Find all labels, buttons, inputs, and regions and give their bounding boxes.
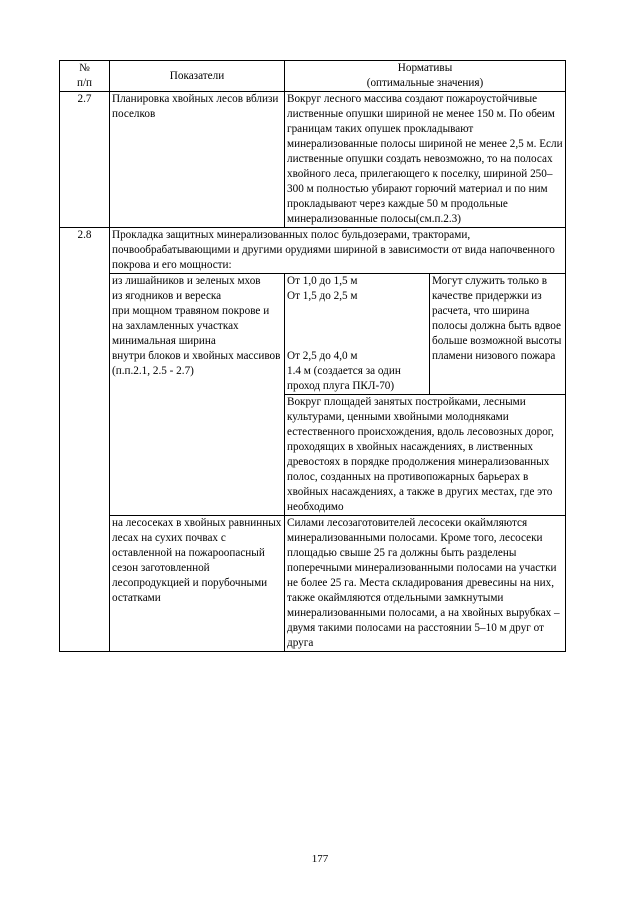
row-2-8-widths: От 1,0 до 1,5 м От 1,5 до 2,5 м От 2,5 до 4,0 м 1.4 м (создается за один проход плуга ПКЛ-70) [285, 274, 430, 395]
row-2-7-norm: Вокруг лесного массива создают пожароустойчивые лиственные опушки шириной не менее 150 м. По обеим границам таких опушек прокладывают минерализованные полосы шириной не менее 2,5 м. Если лиственные опушки создать невозможно, то на полосах хвойного леса, прилегающего к поселку, шириной 250–300 м полностью убирают горючий материал и по ним прокладывают через каждые 50 м продольные минерализованные полосы(см.п.2.3) [285, 92, 566, 228]
row-2-7-num: 2.7 [60, 92, 110, 228]
row-2-8-num: 2.8 [60, 228, 110, 652]
row-2-8-logging-norm: Силами лесозаготовителей лесосеки окаймляются минерализованными полосами. Кроме того, лесосеки площадью свыше 25 га должны быть разделены поперечными минерализованными полосами на участки не более 25 га. Места складирования древесины на них, также окаймляются отдельными замкнутыми минерализованными полосами, а на хвойных вырубках – двумя такими полосами на расстоянии 5–10 м друг от друга [285, 516, 566, 652]
row-2-8-around: Вокруг площадей занятых постройками, лесными культурами, ценными хвойными молодняками естественного происхождения, вдоль лесовозных дорог, проходящих в хвойных насаждениях, в лиственных древостоях в порядке продолжения минерализованных полос, созданных на противопожарных барьерах в хвойных насаждениях, а также в других местах, где это необходимо [285, 395, 566, 516]
row-2-7-indicator: Планировка хвойных лесов вблизи поселков [110, 92, 285, 228]
table-row [60, 92, 566, 228]
row-2-8-logging-condition: на лесосеках в хвойных равнинных лесах на сухих почвах с оставленной на пожароопасный сезон заготовленной лесопродукцией и порубочными остатками [110, 516, 285, 652]
row-2-8-conditions: из лишайников и зеленых мхов из ягодников и вереска при мощном травяном покрове и на захламленных участках минимальная ширина внутри блоков и хвойных массивов (п.п.2.1, 2.5 - 2.7) [110, 274, 285, 516]
table-row [60, 274, 566, 395]
table-row [60, 516, 566, 652]
table-header-row [60, 61, 566, 92]
row-2-8-note: Могут служить только в качестве придержки из расчета, что ширина полосы должна быть вдвое больше возможной высоты пламени низового пожара [430, 274, 566, 395]
page-number: 177 [311, 853, 329, 865]
table-row [60, 228, 566, 274]
row-2-8-title: Прокладка защитных минерализованных полос бульдозерами, тракторами, почвообрабатывающими и другими орудиями шириной в зависимости от вида напочвенного покрова и его мощности: [110, 228, 566, 274]
header-indicators: Показатели [110, 61, 285, 92]
header-norms: Нормативы (оптимальные значения) [285, 61, 566, 92]
header-num: № п/п [60, 61, 110, 92]
norms-table [59, 60, 566, 652]
